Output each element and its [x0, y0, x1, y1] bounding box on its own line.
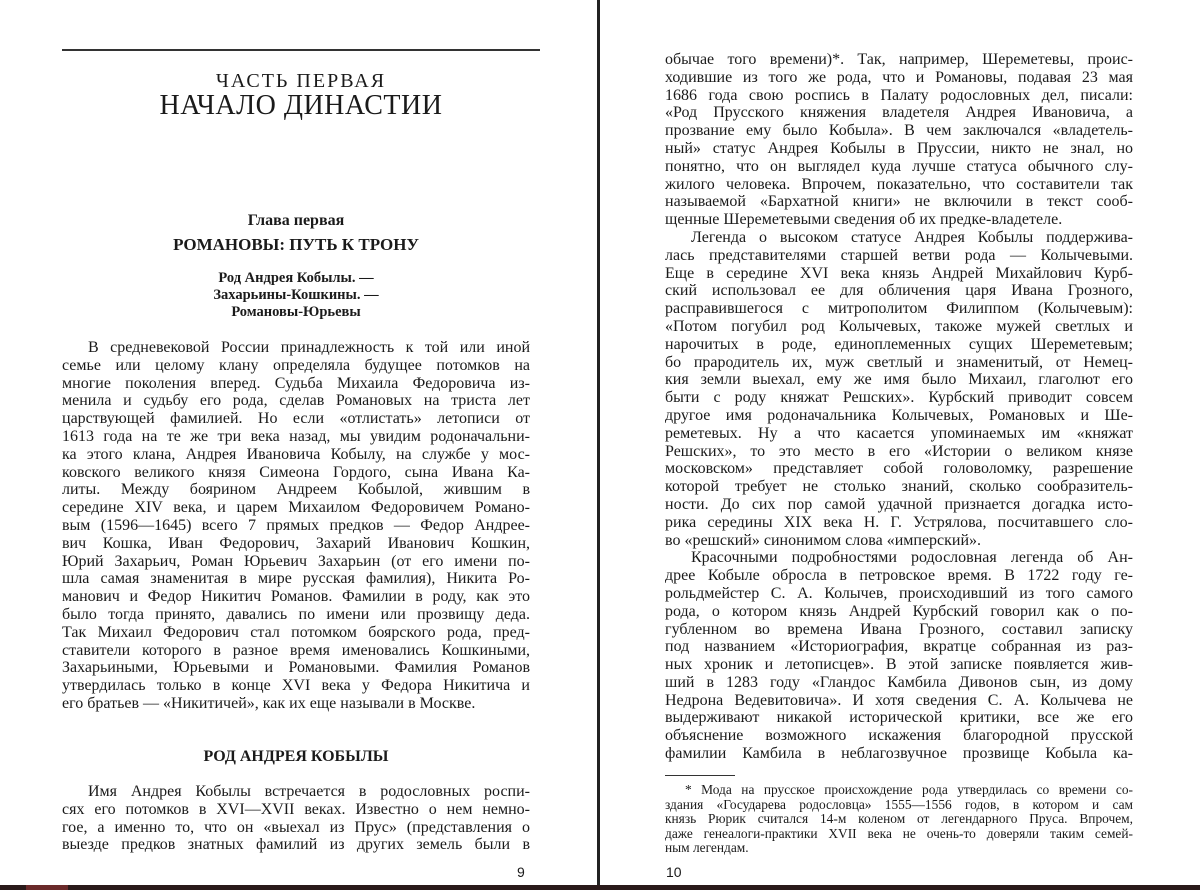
footnote-line: ным легендам. — [665, 840, 749, 855]
text-line: фамилии Камбила в неблагозвучное прозвище Кобыла ка- — [665, 745, 1133, 763]
paragraph — [62, 783, 530, 854]
text-line: выдерживают никакой исторической критики, все же его — [665, 709, 1133, 727]
text-line: дрее Кобыле обросла в петровское время. В 1722 году ге- — [665, 567, 1133, 585]
text-line: было тогда принято, давались по имени или прозвищу деда. — [62, 605, 530, 623]
text-line: «Потом погубил род Колычевых, такоже мужей светлых и — [665, 317, 1133, 335]
text-line: многие поколения вперед. Судьба Михаила Федоровича из- — [62, 374, 530, 392]
text-line: ский использовал ее для обличения царя Ивана Грозного, — [665, 282, 1133, 300]
text-line: быти с роду княжат Решских». Курбский приводит совсем — [665, 389, 1133, 407]
text-line: кия земли выехал, ему же имя было Михаил, глаголют его — [665, 371, 1133, 389]
text-line: Захарьиными, Юрьевыми и Романовыми. Фамилия Романов — [62, 659, 530, 677]
text-line: расправившегося с митрополитом Филиппом (Колычевым): — [665, 300, 1133, 318]
text-line: утвердилась только в конце XVI века у Федора Никитича и — [62, 677, 530, 695]
text-line: щенные Шереметевыми сведения об их предке-владетеле. — [665, 211, 1063, 229]
text-line: Имя Андрея Кобылы встречается в родословных роспи- — [88, 783, 530, 800]
text-line: ности. До сих пор самой удачной признается догадка исто- — [665, 495, 1133, 513]
text-line: ходившие из того же рода, что и Романовы, подавая 23 мая — [665, 68, 1133, 86]
footnote-line: здания «Государева родословца» 1555—1556 годов, в котором и сам — [665, 796, 1133, 812]
text-line: во «решский» синонимом слова «имперский». — [665, 531, 982, 549]
text-line: Юрий Захарьич, Роман Юрьевич Захарьин (от его имени по- — [62, 552, 530, 570]
paragraph — [665, 51, 1133, 229]
text-line: рольдмейстер С. А. Колычев, происходивший из того самого — [665, 584, 1133, 602]
text-line: понятно, что он выглядел куда лучше статуса обычного слу- — [665, 157, 1133, 175]
page-number: 10 — [666, 864, 682, 880]
text-line: жилого человека. Впрочем, показательно, что составители так — [665, 175, 1133, 193]
footnote — [665, 783, 1133, 856]
part-title: НАЧАЛО ДИНАСТИИ — [159, 90, 443, 121]
body-text — [665, 51, 1133, 763]
scan-bottom-edge — [0, 885, 1200, 890]
text-line: губленном во времена Ивана Грозного, составил записку — [665, 620, 1133, 638]
chapter-subtitle: Захарьины-Кошкины. — — [213, 287, 379, 303]
book-spine-divider — [597, 0, 600, 886]
text-line: Так Михаил Федорович стал потомком боярского рода, пред- — [62, 623, 530, 641]
paragraph — [665, 549, 1133, 763]
text-line: Легенда о высоком статусе Андрея Кобылы поддержива- — [691, 228, 1133, 246]
text-line: рода, о котором князь Андрей Курбский говорил как о по- — [665, 602, 1133, 620]
text-line: под названием «Историография, вкратце собранная из раз- — [665, 638, 1133, 656]
text-line: выезде предков знатных фамилий из других земель были в — [62, 836, 530, 854]
intro-text — [62, 339, 530, 713]
header-rule — [62, 49, 540, 51]
text-line: шла самая знаменитая в мире русская фамилия), Никита Ро- — [62, 570, 530, 588]
text-line: вым (1596—1645) всего 7 прямых предков — Федор Андрее- — [62, 516, 530, 534]
paragraph — [665, 229, 1133, 549]
section-title: РОД АНДРЕЯ КОБЫЛЫ — [203, 748, 389, 765]
text-line: В средневековой России принадлежность к той или иной — [88, 339, 530, 356]
footnote-line: даже генеалоги-практики XVII века не очень-то доверяли таким семей- — [665, 825, 1133, 841]
text-line: манович и Федор Никитич Романов. Фамилии в роду, как это — [62, 588, 530, 606]
text-line: ный» статус Андрея Кобылы в Пруссии, никто не знал, но — [665, 139, 1133, 157]
text-line: царствующей фамилией. Но если «отлистать» летописи от — [62, 410, 530, 428]
text-line: Недрона Ведевитовича». И хотя сведения С. А. Колычева не — [665, 691, 1133, 709]
text-line: обычае того времени)*. Так, например, Шереметевы, проис- — [665, 51, 1133, 68]
chapter-label: Глава первая — [247, 212, 345, 229]
footnote-line: * Мода на прусское происхождение рода утвердилась со времени со- — [685, 782, 1133, 797]
chapter-subtitle: Романовы-Юрьевы — [231, 304, 361, 320]
text-line: семье или целому клану определяла будущее потомков на — [62, 356, 530, 374]
text-line: нарочитых в роде, единоплеменных сущих Шереметевым; — [665, 335, 1133, 353]
part-label: ЧАСТЬ ПЕРВАЯ — [215, 70, 387, 92]
footnote-rule — [665, 775, 735, 776]
text-line: вич Кошка, Иван Федорович, Захарий Иванович Кошкин, — [62, 534, 530, 552]
text-line: Решских», то это место в его «Истории о великом князе — [665, 442, 1133, 460]
footnote-line: князь Рюрик считался 14-м коленом от легендарного Пруса. Впрочем, — [665, 811, 1133, 826]
text-line: другое имя родоначальника Колычевых, Романовых и Ше- — [665, 406, 1133, 424]
text-line: рика середины XIX века Н. Г. Устрялова, посчитавшего сло- — [665, 513, 1133, 531]
chapter-subtitle: Род Андрея Кобылы. — — [218, 270, 374, 286]
text-line: Красочными подробностями родословная легенда об Ан- — [691, 549, 1133, 567]
text-line: бо прародитель их, муж светлый и знаменитый, от Немец- — [665, 353, 1133, 371]
chapter-title: РОМАНОВЫ: ПУТЬ К ТРОНУ — [173, 235, 419, 254]
text-line: ных хроник и летописцев». В этой записке появляется жив- — [665, 656, 1133, 674]
text-line: его братьев — «Никитичей», как их еще называли в Москве. — [62, 694, 476, 712]
text-line: прозвание ему было Кобыла». В чем заключался «владетель- — [665, 122, 1133, 140]
text-line: называемой «Бархатной книги» не включили в текст сооб- — [665, 193, 1133, 211]
text-line: Еще в середине XVI века князь Андрей Михайлович Курб- — [665, 264, 1133, 282]
text-line: которой требует не столько знаний, сколько сообразитель- — [665, 478, 1133, 496]
text-line: ка этого клана, Андрея Ивановича Кобылу, на службе у мос- — [62, 445, 530, 463]
section-text — [62, 783, 530, 854]
text-line: середине XIV века, и царем Михаилом Федоровичем Романо- — [62, 499, 530, 517]
text-line: объяснение возможного искажения благородной прусской — [665, 727, 1133, 745]
text-line: «Род Прусского княжения владетеля Андрея Ивановича, а — [665, 104, 1133, 122]
text-line: гое, а именно то, что он «выехал из Прус» (представления о — [62, 818, 530, 836]
text-line: менила и судьбу его рода, сделав Романовых на триста лет — [62, 392, 530, 410]
paragraph — [62, 339, 530, 713]
text-line: реметевых. Ну а что касается упоминаемых им «княжат — [665, 424, 1133, 442]
text-line: литы. Между боярином Андреем Кобылой, жившим в — [62, 481, 530, 499]
text-line: 1613 года на те же три века назад, мы увидим родоначальни- — [62, 427, 530, 445]
text-line: ковского великого князя Симеона Гордого, сына Ивана Ка- — [62, 463, 530, 481]
text-line: 1686 года свою роспись в Палату родословных дел, писали: — [665, 86, 1133, 104]
scan-edge-mark — [26, 885, 68, 890]
text-line: лась представителями старшей ветви рода — Колычевыми. — [665, 246, 1133, 264]
text-line: ставители которого в разное время именовались Кошкиными, — [62, 641, 530, 659]
text-line: ший в 1283 году «Гландос Камбила Дивонов сын, из дому — [665, 673, 1133, 691]
text-line: московском» представляет собой головоломку, разрешение — [665, 460, 1133, 478]
text-line: сях его потомков в XVI—XVII веках. Известно о нем немно- — [62, 800, 530, 818]
page-number: 9 — [517, 864, 525, 880]
